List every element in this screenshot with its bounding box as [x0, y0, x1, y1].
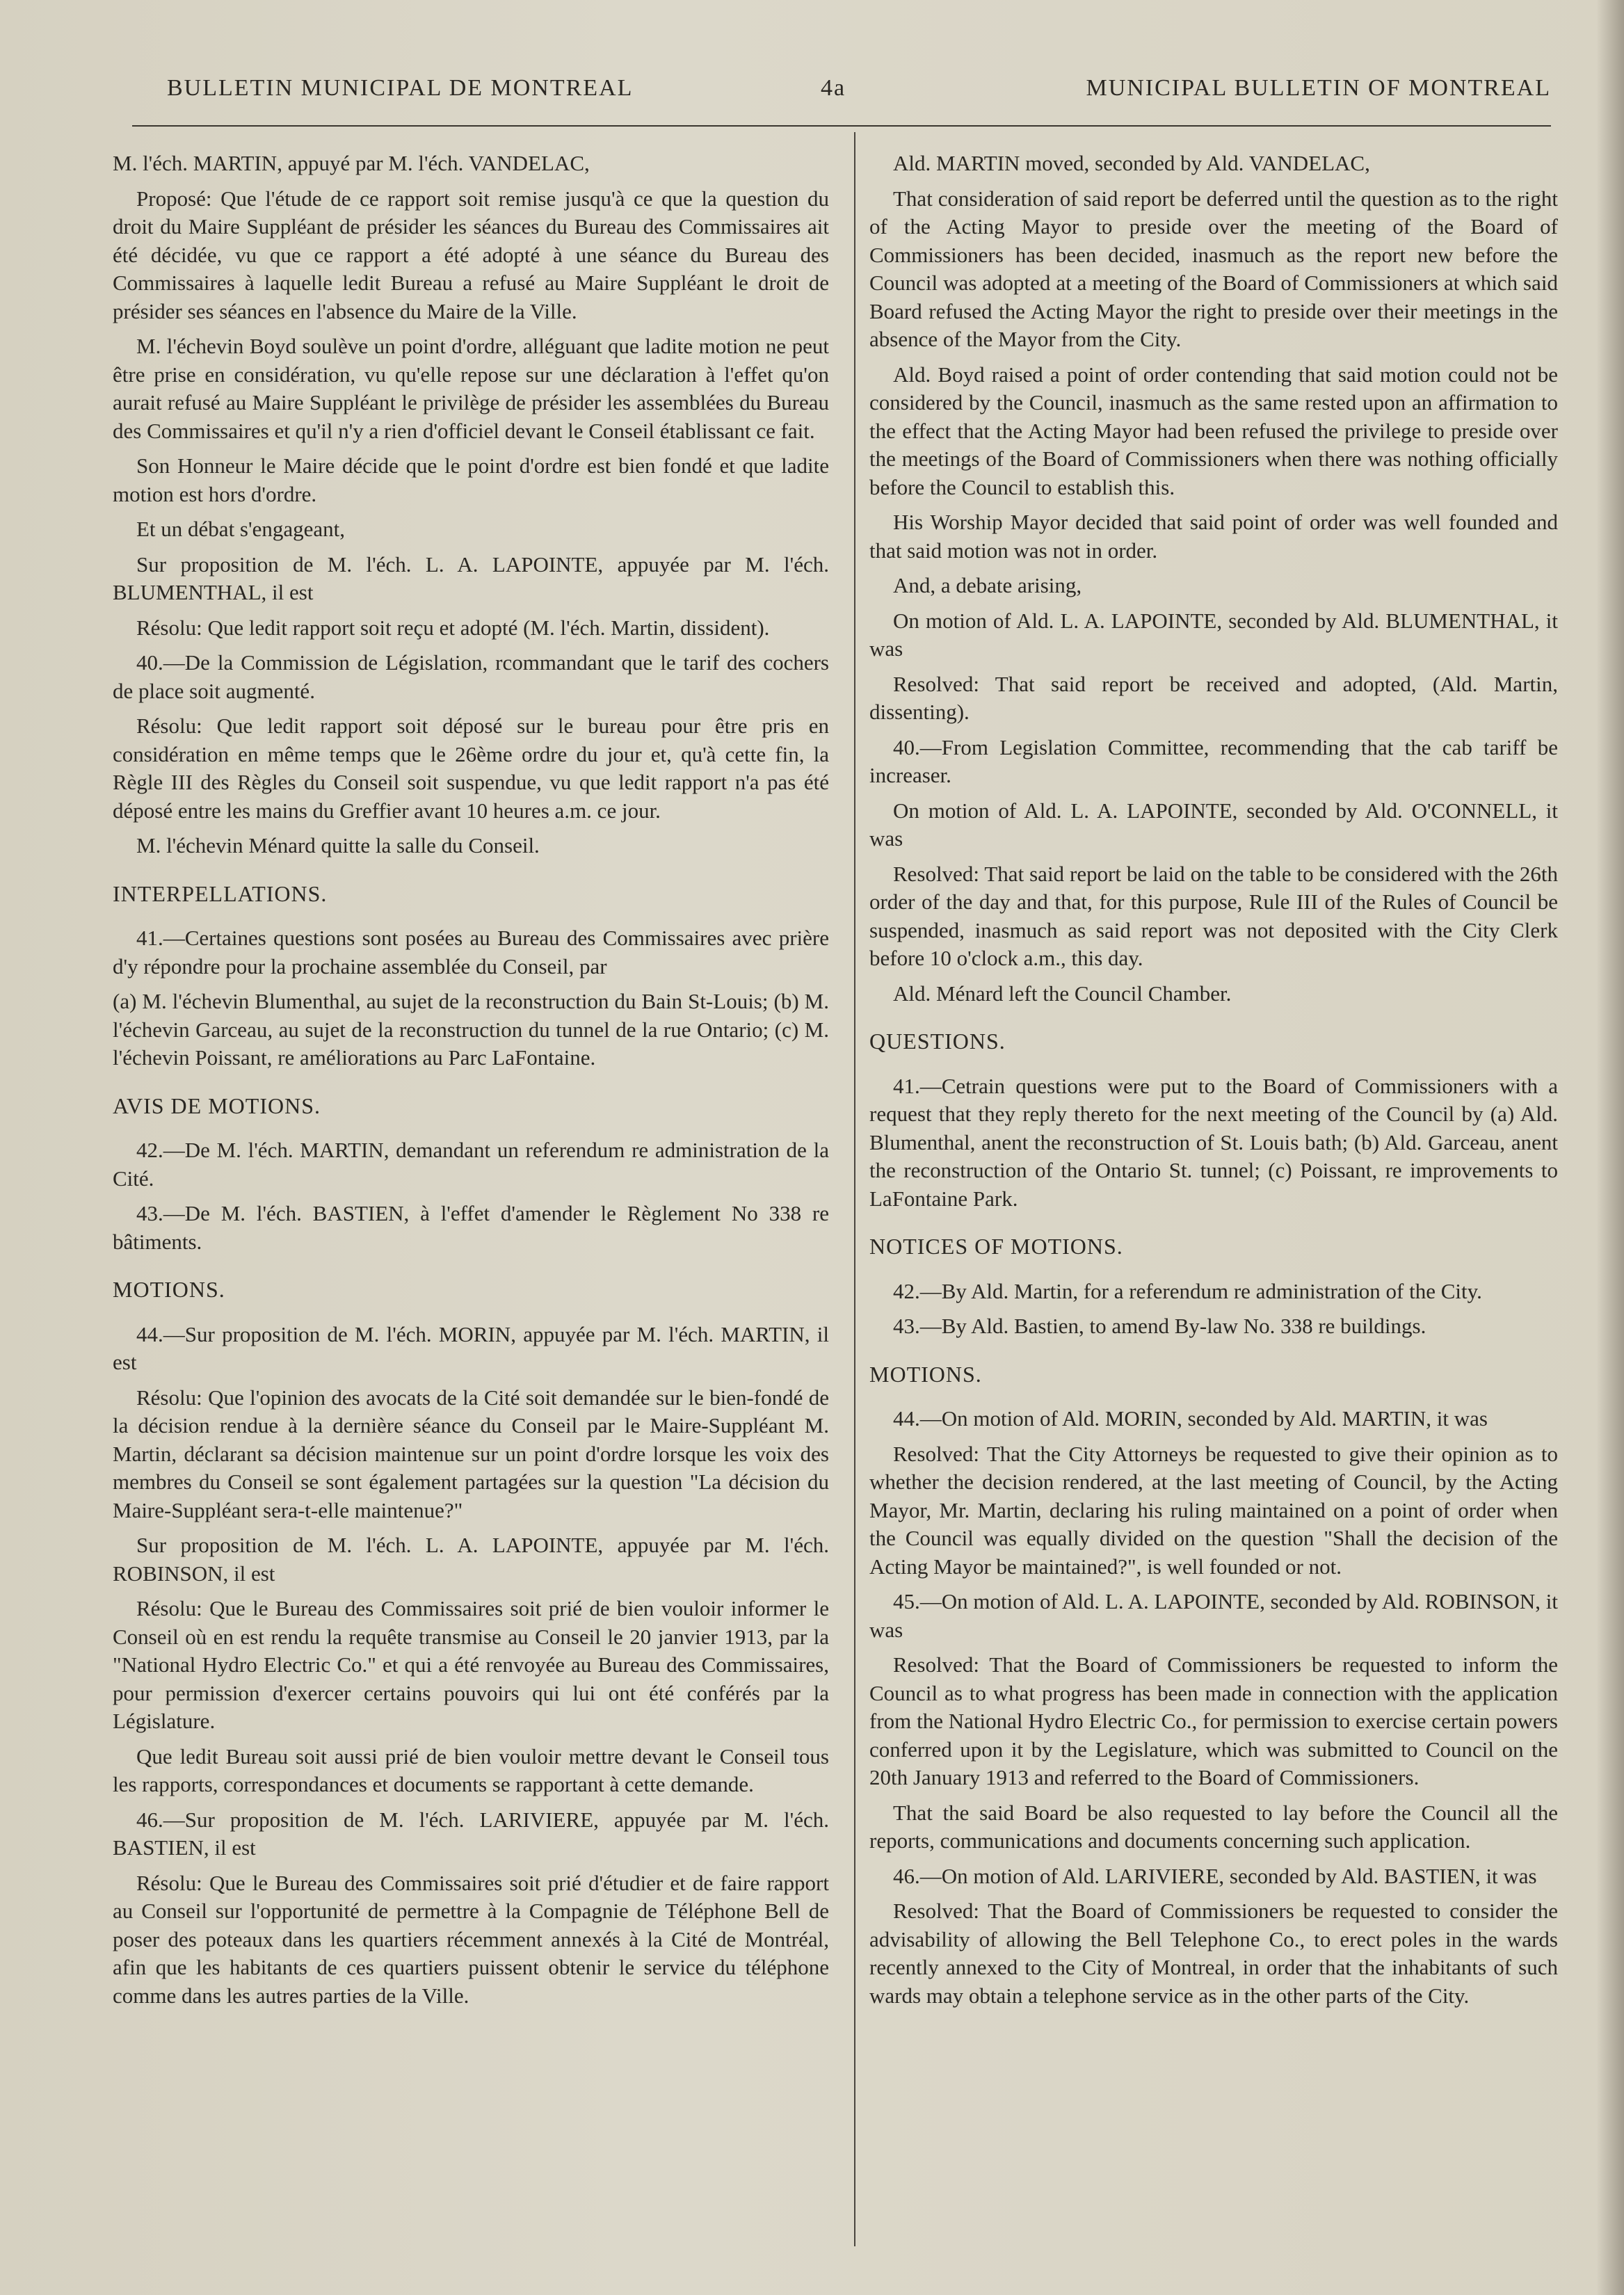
fr-paragraph: (a) M. l'échevin Blumenthal, au sujet de la reconstruction du Bain St-Louis; (b) M. l'échevin Garceau, au sujet de la reconstruction du tunnel de la rue Ontario; (c) M. l'échevin Poissant, re améliorations au Parc LaFontaine.	[113, 989, 829, 1070]
fr-paragraph: Résolu: Que le Bureau des Commissaires soit prié d'étudier et de faire rapport au Conseil sur l'opportunité de permettre à la Compagnie de Téléphone Bell de poser des poteaux dans les quartiers récemment annexés à la Cité de Montréal, afin que les habitants de ces quartiers puissent obtenir le service du téléphone comme dans les autres parties de la Ville.	[113, 1870, 829, 2008]
fr-paragraph: Son Honneur le Maire décide que le point d'ordre est bien fondé et que ladite motion est hors d'ordre.	[113, 453, 829, 506]
en-paragraph: That consideration of said report be deferred until the question as to the right of the Acting Mayor to preside over the meeting of the Board of Commissioners has been decided, inasmuch as the report new before the Council was adopted at a meeting of the Board of Commissioners at which said Board refused the Acting Mayor the right to preside over their meetings in the absence of the Mayor from the City.	[869, 186, 1558, 351]
french-column	[113, 150, 829, 2017]
fr-paragraph: 40.—De la Commission de Législation, rcommandant que le tarif des cochers de place soit augmenté.	[113, 650, 829, 703]
en-paragraph: 45.—On motion of Ald. L. A. LAPOINTE, seconded by Ald. ROBINSON, it was	[869, 1589, 1558, 1642]
en-paragraph: 46.—On motion of Ald. LARIVIERE, seconded by Ald. BASTIEN, it was	[893, 1863, 1537, 1888]
en-section-heading: MOTIONS.	[869, 1361, 982, 1387]
en-paragraph: Resolved: That said report be received and adopted, (Ald. Martin, dissenting).	[869, 671, 1558, 724]
page-number: 4a	[821, 75, 846, 101]
fr-paragraph: Sur proposition de M. l'éch. L. A. LAPOINTE, appuyée par M. l'éch. ROBINSON, il est	[113, 1533, 829, 1586]
fr-paragraph: 43.—De M. l'éch. BASTIEN, à l'effet d'amender le Règlement No 338 re bâtiments.	[113, 1201, 829, 1254]
english-column	[869, 150, 1558, 2017]
fr-paragraph: Résolu: Que ledit rapport soit reçu et adopté (M. l'éch. Martin, dissident).	[136, 615, 770, 640]
fr-paragraph: Résolu: Que le Bureau des Commissaires soit prié de bien vouloir informer le Conseil où en est rendu la requête transmise au Conseil le 20 janvier 1913, par la "National Hydro Electric Co." et qui a été renvoyée au Bureau des Commissaires, pour permission d'exercer certains pouvoirs qui lui ont été conférés par la Législature.	[113, 1596, 829, 1733]
header-french-title: BULLETIN MUNICIPAL DE MONTREAL	[167, 75, 634, 101]
fr-paragraph: M. l'échevin Ménard quitte la salle du Conseil.	[136, 833, 540, 857]
en-paragraph: 44.—On motion of Ald. MORIN, seconded by Ald. MARTIN, it was	[893, 1406, 1488, 1431]
en-paragraph: On motion of Ald. L. A. LAPOINTE, seconded by Ald. BLUMENTHAL, it was	[869, 608, 1558, 661]
fr-section-heading: MOTIONS.	[113, 1277, 225, 1302]
en-paragraph: Resolved: That the Board of Commissioners be requested to inform the Council as to what progress has been made in connection with the application from the National Hydro Electric Co., for permission to exercise certain powers conferred upon it by the Legislature, which was submitted to Council on the 20th January 1913 and referred to the Board of Commissioners.	[869, 1652, 1558, 1789]
fr-paragraph: 44.—Sur proposition de M. l'éch. MORIN, appuyée par M. l'éch. MARTIN, il est	[113, 1321, 829, 1374]
en-paragraph: Ald. Ménard left the Council Chamber.	[893, 981, 1232, 1006]
fr-paragraph: 42.—De M. l'éch. MARTIN, demandant un referendum re administration de la Cité.	[113, 1138, 829, 1191]
en-paragraph: His Worship Mayor decided that said point of order was well founded and that said motion was not in order.	[869, 510, 1558, 563]
fr-section-heading: INTERPELLATIONS.	[113, 880, 328, 906]
fr-section-heading: AVIS DE MOTIONS.	[113, 1093, 321, 1118]
fr-paragraph: Résolu: Que l'opinion des avocats de la Cité soit demandée sur le bien-fondé de la décision rendue à la dernière séance du Conseil par le Maire-Suppléant M. Martin, déclarant sa décision maintenue sur un point d'ordre lorsque les voix des membres du Conseil se sont également partagées sur la question "La décision du Maire-Suppléant sera-t-elle maintenue?"	[113, 1385, 829, 1522]
en-paragraph: That the said Board be also requested to lay before the Council all the reports, communications and documents concerning such application.	[869, 1800, 1558, 1853]
fr-paragraph: Que ledit Bureau soit aussi prié de bien vouloir mettre devant le Conseil tous les rapports, correspondances et documents se rapportant à cette demande.	[113, 1744, 829, 1796]
fr-paragraph: M. l'échevin Boyd soulève un point d'ordre, alléguant que ladite motion ne peut être prise en considération, vu qu'elle repose sur une déclaration à l'effet qu'on aurait refusé au Maire Suppléant le privilège de présider les assemblées du Bureau des Commissaires et qu'il n'y a rien d'officiel devant le Conseil établissant ce fait.	[113, 334, 829, 443]
en-paragraph: Ald. Boyd raised a point of order contending that said motion could not be considered by the Council, inasmuch as the same rested upon an affirmation to the effect that the Acting Mayor had been refused the privilege to preside over the meetings of the Board of Commissioners when there was nothing officially before the Council to establish this.	[869, 362, 1558, 499]
header-rule	[132, 125, 1551, 127]
header-english-title: MUNICIPAL BULLETIN OF MONTREAL	[1086, 75, 1551, 101]
en-paragraph: 40.—From Legislation Committee, recommending that the cab tariff be increaser.	[869, 734, 1558, 787]
en-paragraph: 43.—By Ald. Bastien, to amend By-law No. 338 re buildings.	[893, 1314, 1426, 1338]
fr-paragraph: Résolu: Que ledit rapport soit déposé sur le bureau pour être pris en considération en même temps que le 26ème ordre du jour et, qu'à cette fin, la Règle III des Règles du Conseil soit suspendue, vu que ledit rapport n'a pas été déposé entre les mains du Greffier avant 10 heures a.m. ce jour.	[113, 714, 829, 823]
fr-paragraph: M. l'éch. MARTIN, appuyé par M. l'éch. VANDELAC,	[113, 151, 590, 175]
column-divider	[854, 132, 855, 2246]
fr-paragraph: Proposé: Que l'étude de ce rapport soit remise jusqu'à ce que la question du droit du Maire Suppléant de présider les séances du Bureau des Commissaires ait été décidée, vu que ce rapport a été adopté à une séance du Bureau des Commissaires à laquelle ledit Bureau a refusé au Maire Suppléant le droit de présider ses séances en l'absence du Maire de la Ville.	[113, 186, 829, 323]
en-section-heading: NOTICES OF MOTIONS.	[869, 1234, 1123, 1259]
en-paragraph: 42.—By Ald. Martin, for a referendum re administration of the City.	[893, 1278, 1482, 1303]
fr-paragraph: 46.—Sur proposition de M. l'éch. LARIVIERE, appuyée par M. l'éch. BASTIEN, il est	[113, 1807, 829, 1860]
page-header	[167, 75, 1551, 117]
en-paragraph: Resolved: That the City Attorneys be requested to give their opinion as to whether the decision rendered, at the last meeting of Council, by the Acting Mayor, Mr. Martin, declaring his ruling maintained on a point of order when the Council was equally divided on the question "Shall the decision of the Acting Mayor be maintained?", is well founded or not.	[869, 1441, 1558, 1579]
en-paragraph: And, a debate arising,	[893, 573, 1082, 597]
fr-paragraph: Sur proposition de M. l'éch. L. A. LAPOINTE, appuyée par M. l'éch. BLUMENTHAL, il est	[113, 551, 829, 604]
en-paragraph: On motion of Ald. L. A. LAPOINTE, seconded by Ald. O'CONNELL, it was	[869, 798, 1558, 851]
en-paragraph: Resolved: That said report be laid on the table to be considered with the 26th order of the day and that, for this purpose, Rule III of the Rules of Council be suspended, inasmuch as said report was not deposited with the City Clerk before 10 o'clock a.m., this day.	[869, 861, 1558, 970]
fr-paragraph: 41.—Certaines questions sont posées au Bureau des Commissaires avec prière d'y répondre pour la prochaine assemblée du Conseil, par	[113, 926, 829, 979]
page-edge-shadow	[1596, 0, 1624, 2295]
en-paragraph: Resolved: That the Board of Commissioners be requested to consider the advisability of allowing the Bell Telephone Co., to erect poles in the wards recently annexed to the City of Montreal, in order that the inhabitants of such wards may obtain a telephone service as in the other parts of the City.	[869, 1899, 1558, 2008]
en-paragraph: Ald. MARTIN moved, seconded by Ald. VANDELAC,	[893, 151, 1370, 175]
en-paragraph: 41.—Cetrain questions were put to the Board of Commissioners with a request that they reply thereto for the next meeting of the Council by (a) Ald. Blumenthal, anent the reconstruction of St. Louis bath; (b) Ald. Garceau, anent the reconstruction of the Ontario St. tunnel; (c) Poissant, re improvements to LaFontaine Park.	[869, 1073, 1558, 1211]
fr-paragraph: Et un débat s'engageant,	[136, 517, 345, 541]
en-section-heading: QUESTIONS.	[869, 1029, 1006, 1054]
